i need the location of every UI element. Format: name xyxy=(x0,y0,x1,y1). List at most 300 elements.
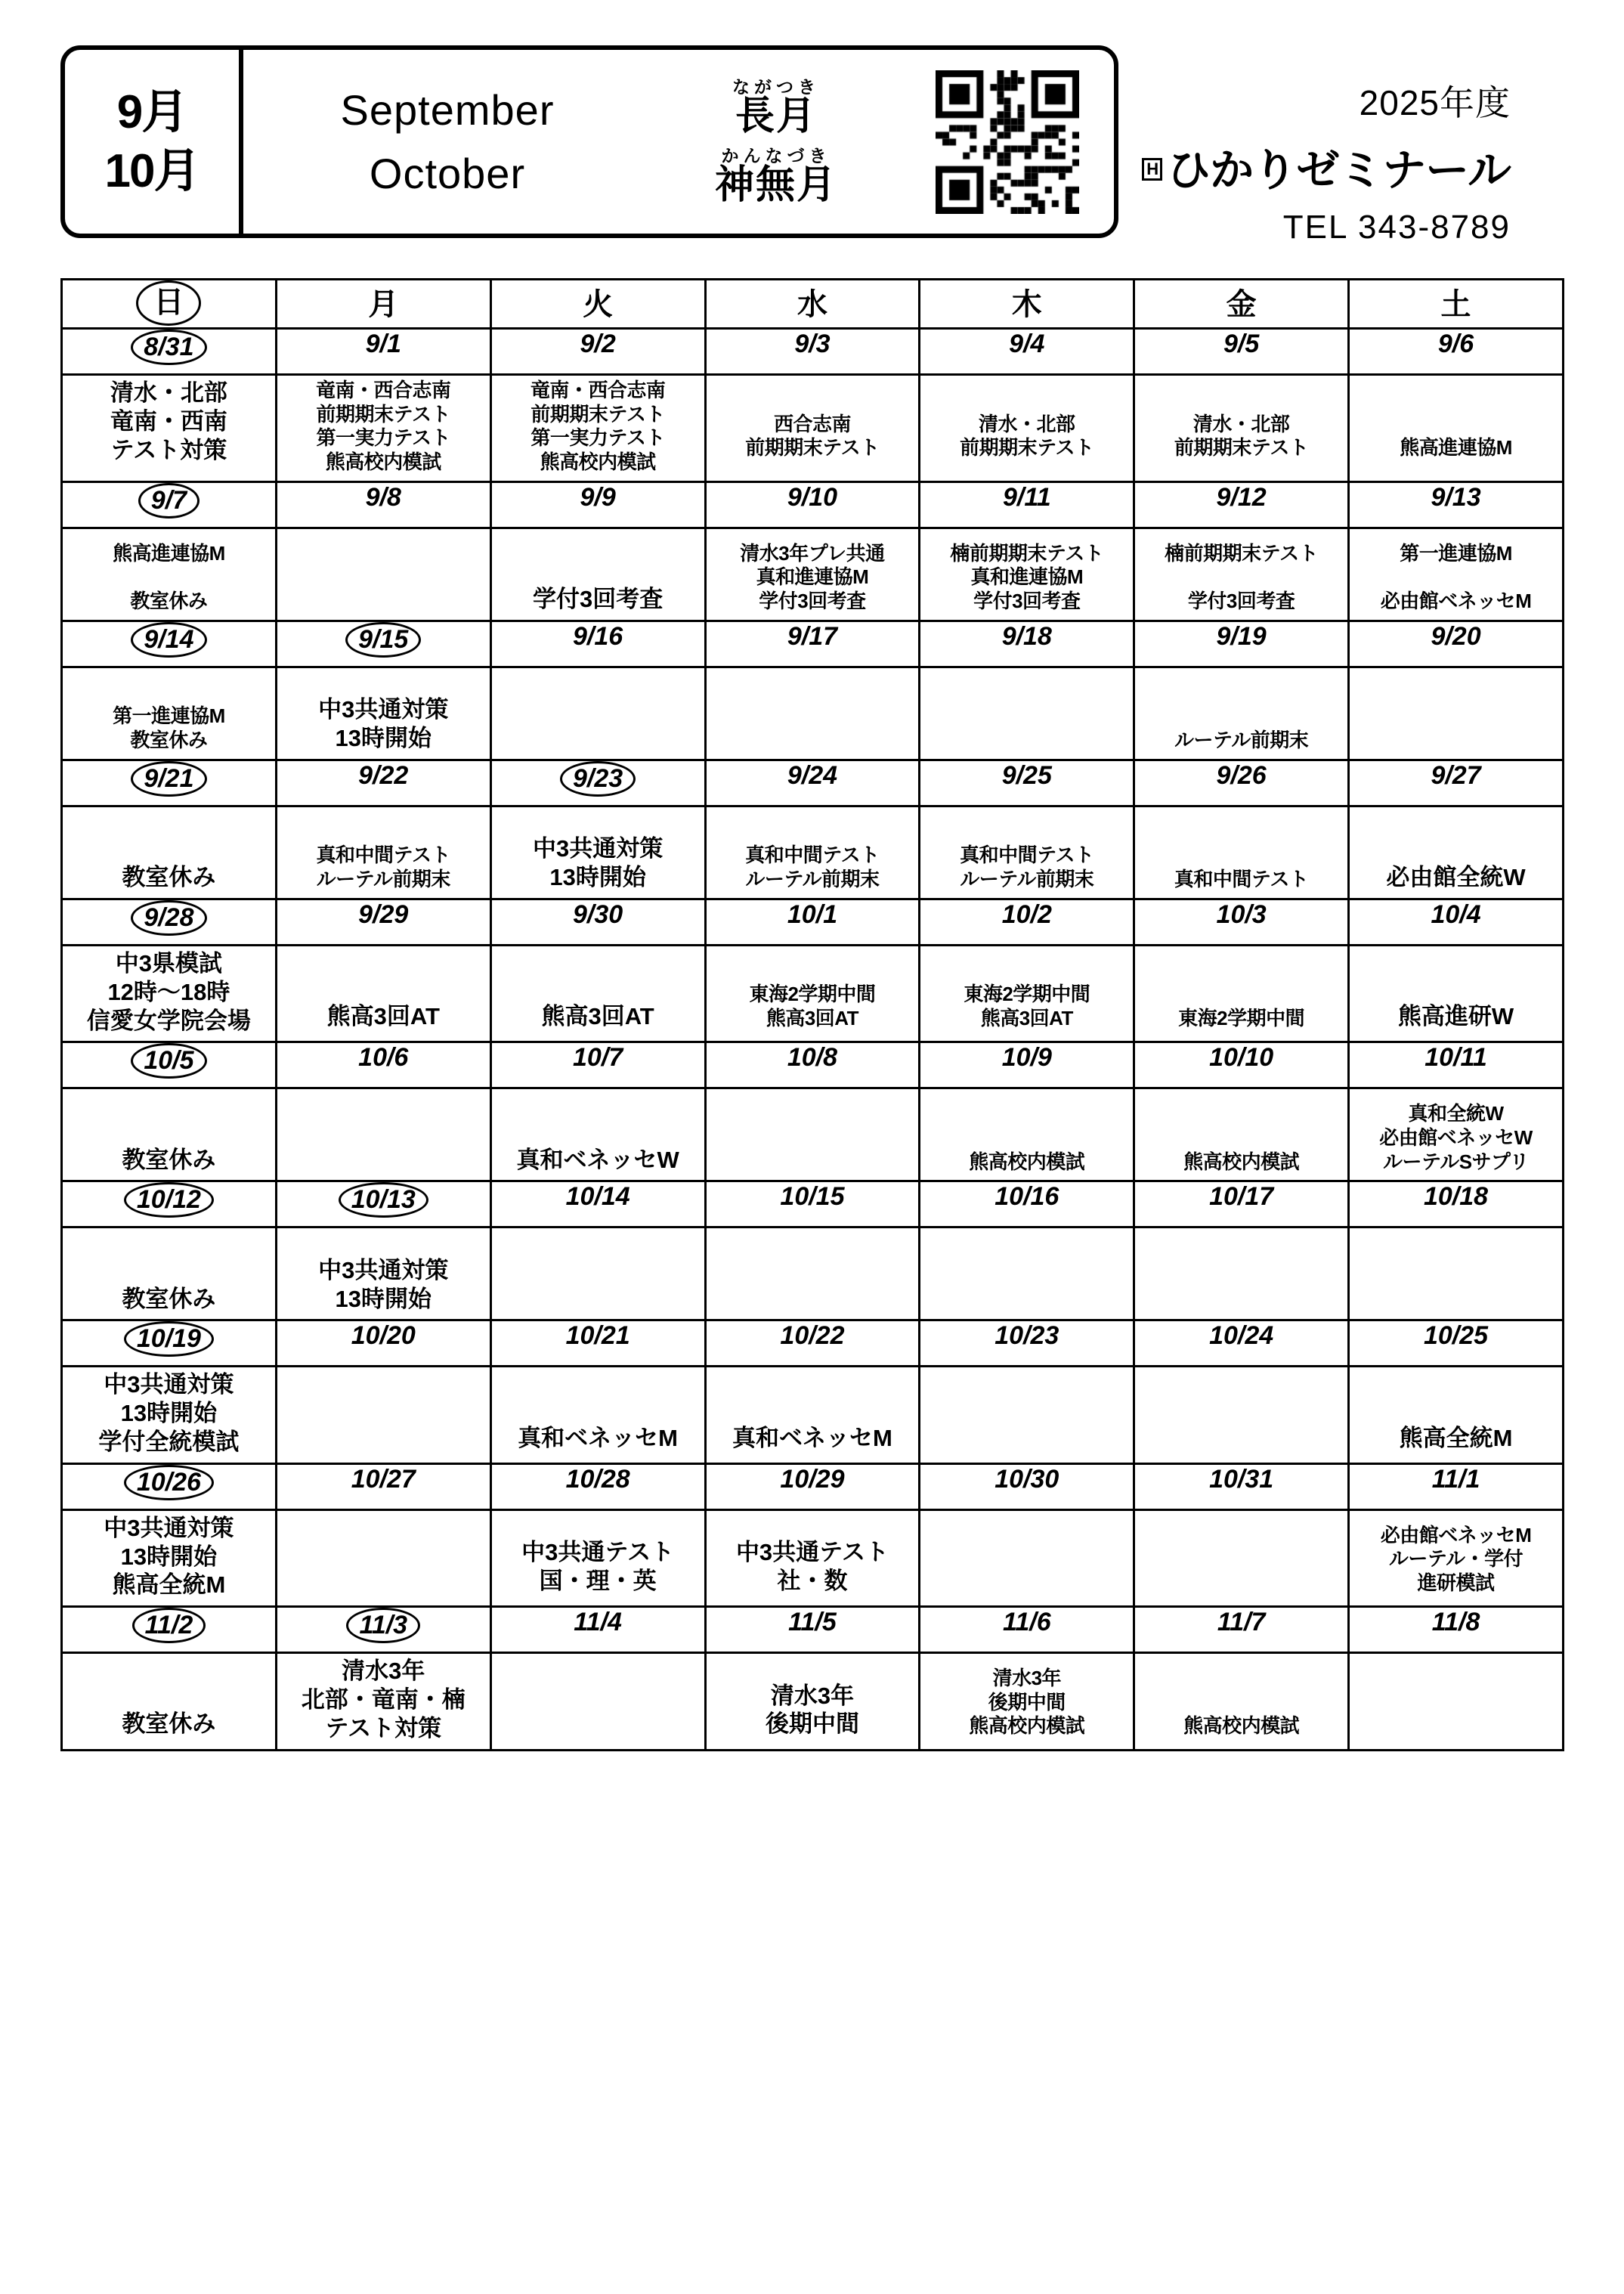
day-events-cell[interactable] xyxy=(1134,667,1349,760)
event-text: 清水3年 xyxy=(770,1682,855,1709)
day-events-cell[interactable] xyxy=(490,528,705,621)
date-cell[interactable] xyxy=(62,1463,277,1509)
date-label: 9/30 xyxy=(573,899,623,929)
day-events-stack xyxy=(63,1511,275,1605)
day-events-cell[interactable] xyxy=(1134,1367,1349,1463)
date-cell[interactable] xyxy=(276,1042,490,1088)
event-text: 真和中間テスト xyxy=(745,844,880,867)
day-events-cell[interactable] xyxy=(62,667,277,760)
day-events-stack xyxy=(1135,1511,1347,1602)
day-events-stack xyxy=(277,1089,490,1180)
event-text: 熊高進連協M xyxy=(113,541,225,565)
day-events-stack xyxy=(1350,807,1562,898)
day-events-cell[interactable] xyxy=(62,945,277,1042)
day-events-stack xyxy=(707,529,919,620)
day-events-cell[interactable] xyxy=(705,806,920,899)
dow-header-row xyxy=(62,280,1564,329)
date-cell[interactable] xyxy=(1349,329,1564,375)
day-events-stack xyxy=(920,1089,1133,1180)
date-cell[interactable] xyxy=(705,1463,920,1509)
day-events-cell[interactable] xyxy=(62,1088,277,1181)
date-cell[interactable] xyxy=(1134,1463,1349,1509)
day-events-stack xyxy=(707,1367,919,1458)
day-events-cell[interactable] xyxy=(276,667,490,760)
event-text: 熊高校内模試 xyxy=(1183,1714,1300,1738)
date-cell[interactable] xyxy=(490,1320,705,1367)
date-label: 10/10 xyxy=(1209,1043,1274,1073)
dow-label: 水 xyxy=(797,288,827,321)
date-cell[interactable] xyxy=(62,621,277,667)
day-events-stack xyxy=(492,1367,704,1458)
event-text: 熊高3回AT xyxy=(980,1007,1073,1030)
date-label: 9/22 xyxy=(358,760,409,790)
event-text: 清水・北部 xyxy=(110,379,227,406)
dow-label: 火 xyxy=(583,288,614,321)
date-cell[interactable] xyxy=(1349,481,1564,528)
dow-header-cell xyxy=(705,280,920,329)
day-events-cell[interactable] xyxy=(276,1227,490,1320)
date-label: 10/16 xyxy=(995,1182,1059,1212)
date-cell[interactable] xyxy=(1134,621,1349,667)
event-text: 後期中間 xyxy=(765,1710,859,1738)
date-label: 11/4 xyxy=(574,1608,622,1637)
day-events-cell[interactable] xyxy=(490,806,705,899)
date-cell[interactable] xyxy=(276,1320,490,1367)
event-text: 東海2学期中間 xyxy=(964,983,1090,1006)
date-label: 9/24 xyxy=(787,760,838,790)
event-text: 熊高進連協M xyxy=(1400,436,1512,460)
date-cell[interactable] xyxy=(1134,1607,1349,1653)
event-text: ルーテル前期末 xyxy=(1174,729,1309,752)
month-old-names xyxy=(651,50,901,234)
event-text: 楠前期期末テスト xyxy=(1165,541,1319,565)
day-events-cell[interactable] xyxy=(920,667,1134,760)
day-events-stack xyxy=(63,1089,275,1180)
date-cell[interactable] xyxy=(920,621,1134,667)
event-text: 13時開始 xyxy=(335,725,432,752)
event-text: 熊高全統M xyxy=(112,1571,226,1599)
day-events-cell[interactable] xyxy=(1349,375,1564,482)
week-date-row xyxy=(62,621,1564,667)
day-events-cell[interactable] xyxy=(920,806,1134,899)
event-text: 教室休み xyxy=(122,1710,216,1738)
date-cell[interactable] xyxy=(276,621,490,667)
day-events-cell[interactable] xyxy=(920,1088,1134,1181)
date-cell[interactable] xyxy=(920,1607,1134,1653)
brand-block xyxy=(1027,76,1511,246)
day-events-cell[interactable] xyxy=(1134,806,1349,899)
date-cell[interactable] xyxy=(490,1042,705,1088)
week-events-row xyxy=(62,1088,1564,1181)
date-cell[interactable] xyxy=(1134,481,1349,528)
day-events-stack xyxy=(920,807,1133,898)
day-events-cell[interactable] xyxy=(1134,1509,1349,1606)
event-text: 学付3回考査 xyxy=(1187,590,1295,613)
event-text: 13時開始 xyxy=(120,1400,218,1427)
event-text: 12時～18時 xyxy=(107,978,230,1005)
date-cell[interactable] xyxy=(490,481,705,528)
dow-header-cell xyxy=(1349,280,1564,329)
date-cell[interactable] xyxy=(1134,760,1349,806)
day-events-cell[interactable] xyxy=(1349,528,1564,621)
date-cell[interactable] xyxy=(1349,1607,1564,1653)
dow-label: 月 xyxy=(368,288,399,321)
day-events-cell[interactable] xyxy=(1349,667,1564,760)
day-events-cell[interactable] xyxy=(1134,528,1349,621)
date-cell[interactable] xyxy=(490,899,705,945)
event-text: 清水3年 xyxy=(992,1667,1062,1690)
event-text: 真和ベネッセM xyxy=(518,1424,679,1451)
date-cell[interactable] xyxy=(920,1320,1134,1367)
date-cell[interactable] xyxy=(920,481,1134,528)
date-label: 10/22 xyxy=(780,1321,845,1351)
day-events-stack xyxy=(707,668,919,759)
day-events-cell[interactable] xyxy=(490,1653,705,1750)
day-events-cell[interactable] xyxy=(62,1227,277,1320)
day-events-cell[interactable] xyxy=(1134,945,1349,1042)
date-cell[interactable] xyxy=(1349,1320,1564,1367)
date-cell[interactable] xyxy=(705,1607,920,1653)
day-events-stack xyxy=(63,1367,275,1462)
day-events-cell[interactable] xyxy=(62,1653,277,1750)
day-events-stack xyxy=(492,1228,704,1319)
week-events-row xyxy=(62,1367,1564,1463)
day-events-stack xyxy=(492,668,704,759)
date-label: 10/11 xyxy=(1424,1043,1487,1073)
day-events-stack xyxy=(492,529,704,620)
date-cell[interactable] xyxy=(276,481,490,528)
day-events-cell[interactable] xyxy=(1134,1653,1349,1750)
date-label: 10/2 xyxy=(1001,899,1052,929)
event-text: 熊高全統M xyxy=(1399,1424,1513,1451)
date-label: 9/5 xyxy=(1223,330,1260,358)
day-events-cell[interactable] xyxy=(705,667,920,760)
event-text: 前期期末テスト xyxy=(1174,436,1309,460)
day-events-cell[interactable] xyxy=(1349,1653,1564,1750)
date-cell[interactable] xyxy=(1134,899,1349,945)
event-text: 学付全統模試 xyxy=(98,1428,240,1455)
day-events-cell[interactable] xyxy=(920,1509,1134,1606)
day-events-stack xyxy=(492,807,704,898)
day-events-stack xyxy=(277,668,490,759)
event-text: 清水3年プレ共通 xyxy=(740,541,885,565)
event-text: 教室休み xyxy=(122,1285,216,1312)
day-events-stack xyxy=(277,1367,490,1458)
day-events-cell[interactable] xyxy=(1134,1227,1349,1320)
day-events-cell[interactable] xyxy=(705,945,920,1042)
date-label: 10/12 xyxy=(124,1182,214,1218)
day-events-cell[interactable] xyxy=(1349,806,1564,899)
date-cell[interactable] xyxy=(62,1042,277,1088)
date-label: 9/19 xyxy=(1216,621,1267,651)
day-events-cell[interactable] xyxy=(276,528,490,621)
dow-label: 日 xyxy=(136,280,201,326)
day-events-cell[interactable] xyxy=(1349,1088,1564,1181)
week-date-row xyxy=(62,1607,1564,1653)
day-events-cell[interactable] xyxy=(490,1509,705,1606)
day-events-cell[interactable] xyxy=(705,1509,920,1606)
day-events-cell[interactable] xyxy=(62,806,277,899)
event-text: 清水・北部 xyxy=(1192,412,1290,435)
event-text: 前期期末テスト xyxy=(531,402,665,426)
day-events-cell[interactable] xyxy=(490,375,705,482)
date-label: 9/15 xyxy=(345,622,421,658)
date-label: 9/29 xyxy=(358,899,409,929)
day-events-cell[interactable] xyxy=(1349,1367,1564,1463)
event-spacer xyxy=(166,565,172,590)
date-cell[interactable] xyxy=(920,760,1134,806)
day-events-cell[interactable] xyxy=(705,1227,920,1320)
date-cell[interactable] xyxy=(62,1607,277,1653)
day-events-cell[interactable] xyxy=(1134,375,1349,482)
date-label: 10/24 xyxy=(1209,1321,1274,1351)
event-text: 必由館ベネッセW xyxy=(1379,1125,1533,1149)
day-events-stack xyxy=(63,946,275,1041)
date-cell[interactable] xyxy=(62,1320,277,1367)
old-name-second-furigana: かんなづき xyxy=(721,145,831,166)
date-cell[interactable] xyxy=(1349,1463,1564,1509)
day-events-stack xyxy=(277,807,490,898)
date-cell[interactable] xyxy=(920,1181,1134,1227)
date-label: 11/1 xyxy=(1431,1464,1480,1494)
day-events-stack xyxy=(492,376,704,481)
day-events-stack xyxy=(63,1654,275,1744)
date-cell[interactable] xyxy=(920,329,1134,375)
old-name-second xyxy=(715,147,837,206)
day-events-cell[interactable] xyxy=(490,945,705,1042)
event-text: テスト対策 xyxy=(325,1714,442,1741)
date-label: 10/9 xyxy=(1001,1043,1052,1073)
event-text: 後期中間 xyxy=(988,1690,1066,1714)
date-cell[interactable] xyxy=(62,481,277,528)
date-cell[interactable] xyxy=(705,899,920,945)
event-text: 真和ベネッセM xyxy=(732,1424,892,1451)
day-events-stack xyxy=(1350,376,1562,466)
date-label: 11/8 xyxy=(1431,1608,1480,1637)
day-events-stack xyxy=(707,1228,919,1319)
day-events-cell[interactable] xyxy=(490,1227,705,1320)
date-cell[interactable] xyxy=(705,1181,920,1227)
month-title-box xyxy=(60,45,1118,238)
old-name-second-kanji: 神無月 xyxy=(714,163,837,207)
week-date-row xyxy=(62,899,1564,945)
day-events-cell[interactable] xyxy=(276,806,490,899)
date-cell[interactable] xyxy=(1349,1042,1564,1088)
event-text: 熊高校内模試 xyxy=(969,1714,1085,1738)
date-cell[interactable] xyxy=(705,329,920,375)
date-cell[interactable] xyxy=(705,481,920,528)
day-events-stack xyxy=(1350,1654,1562,1744)
date-cell[interactable] xyxy=(490,760,705,806)
date-cell[interactable] xyxy=(276,899,490,945)
date-cell[interactable] xyxy=(276,329,490,375)
date-cell[interactable] xyxy=(705,760,920,806)
date-label: 9/26 xyxy=(1216,760,1267,790)
date-label: 10/26 xyxy=(124,1465,214,1500)
day-events-stack xyxy=(920,1654,1133,1744)
date-cell[interactable] xyxy=(705,1320,920,1367)
event-text: 真和中間テスト xyxy=(1174,868,1309,891)
day-events-cell[interactable] xyxy=(62,1509,277,1606)
date-label: 9/16 xyxy=(573,621,623,651)
date-label: 10/30 xyxy=(995,1464,1059,1494)
date-label: 10/13 xyxy=(339,1182,428,1218)
day-events-cell[interactable] xyxy=(276,375,490,482)
week-date-row xyxy=(62,329,1564,375)
day-events-stack xyxy=(920,1511,1133,1602)
event-spacer xyxy=(1453,565,1459,590)
day-events-cell[interactable] xyxy=(920,945,1134,1042)
day-events-stack xyxy=(1135,807,1347,898)
date-cell[interactable] xyxy=(920,1042,1134,1088)
day-events-cell[interactable] xyxy=(920,1653,1134,1750)
event-text: 13時開始 xyxy=(549,864,646,891)
event-text: 竜南・西南 xyxy=(110,407,227,435)
date-cell[interactable] xyxy=(705,621,920,667)
date-label: 9/6 xyxy=(1437,330,1474,358)
day-events-cell[interactable] xyxy=(920,528,1134,621)
event-text: 熊高3回AT xyxy=(541,1003,654,1030)
dow-header-cell xyxy=(276,280,490,329)
day-events-cell[interactable] xyxy=(62,1367,277,1463)
event-text: 信愛女学院会場 xyxy=(86,1007,251,1034)
day-events-cell[interactable] xyxy=(490,1367,705,1463)
date-cell[interactable] xyxy=(276,1181,490,1227)
week-date-row xyxy=(62,760,1564,806)
day-events-stack xyxy=(920,946,1133,1037)
week-events-row xyxy=(62,945,1564,1042)
event-text: ルーテルSサプリ xyxy=(1383,1150,1530,1173)
date-cell[interactable] xyxy=(920,1463,1134,1509)
date-label: 9/3 xyxy=(794,330,831,358)
day-events-stack xyxy=(707,807,919,898)
day-events-stack xyxy=(63,807,275,898)
event-text: 中3共通対策 xyxy=(318,696,449,723)
day-events-stack xyxy=(63,668,275,759)
calendar-table xyxy=(60,278,1564,1751)
day-events-stack xyxy=(920,1228,1133,1319)
date-cell[interactable] xyxy=(1349,621,1564,667)
date-cell[interactable] xyxy=(1134,1042,1349,1088)
event-text: 真和ベネッセW xyxy=(516,1146,679,1173)
event-text: 学付3回考査 xyxy=(532,586,664,613)
day-events-cell[interactable] xyxy=(705,1367,920,1463)
date-cell[interactable] xyxy=(62,760,277,806)
day-events-cell[interactable] xyxy=(1349,1227,1564,1320)
day-events-cell[interactable] xyxy=(705,1088,920,1181)
day-events-cell[interactable] xyxy=(276,1367,490,1463)
event-text: 教室休み xyxy=(122,864,216,891)
day-events-stack xyxy=(63,529,275,620)
dow-header-cell xyxy=(1134,280,1349,329)
date-label: 9/7 xyxy=(138,483,200,519)
event-text: ルーテル前期末 xyxy=(316,868,450,891)
day-events-stack xyxy=(1350,1511,1562,1602)
date-cell[interactable] xyxy=(490,621,705,667)
event-spacer xyxy=(1239,565,1244,590)
day-events-cell[interactable] xyxy=(276,1653,490,1750)
date-cell[interactable] xyxy=(705,1042,920,1088)
event-text: 教室休み xyxy=(122,1146,216,1173)
date-cell[interactable] xyxy=(62,899,277,945)
day-events-cell[interactable] xyxy=(276,945,490,1042)
date-cell[interactable] xyxy=(276,1463,490,1509)
date-cell[interactable] xyxy=(1349,1181,1564,1227)
date-label: 9/10 xyxy=(787,482,838,512)
event-text: 楠前期期末テスト xyxy=(950,541,1104,565)
event-text: 熊高校内模試 xyxy=(969,1150,1085,1173)
date-cell[interactable] xyxy=(490,1181,705,1227)
day-events-cell[interactable] xyxy=(920,375,1134,482)
event-text: 必由館全統W xyxy=(1386,864,1526,891)
event-text: 学付3回考査 xyxy=(759,590,866,613)
day-events-cell[interactable] xyxy=(490,667,705,760)
day-events-cell[interactable] xyxy=(490,1088,705,1181)
date-cell[interactable] xyxy=(62,1181,277,1227)
date-label: 10/3 xyxy=(1216,899,1267,929)
date-label: 10/5 xyxy=(131,1043,206,1079)
day-events-cell[interactable] xyxy=(705,528,920,621)
day-events-cell[interactable] xyxy=(1349,945,1564,1042)
month-jp-first: 9月 xyxy=(116,86,187,138)
day-events-cell[interactable] xyxy=(920,1367,1134,1463)
day-events-stack xyxy=(707,1654,919,1744)
date-cell[interactable] xyxy=(490,1463,705,1509)
day-events-cell[interactable] xyxy=(276,1088,490,1181)
date-cell[interactable] xyxy=(276,760,490,806)
date-label: 9/2 xyxy=(580,330,616,358)
date-cell[interactable] xyxy=(1134,1181,1349,1227)
day-events-stack xyxy=(492,1654,704,1744)
date-label: 9/4 xyxy=(1009,330,1045,358)
date-cell[interactable] xyxy=(490,329,705,375)
day-events-stack xyxy=(1135,668,1347,759)
event-text: 第一実力テスト xyxy=(531,426,665,450)
date-cell[interactable] xyxy=(1349,899,1564,945)
day-events-stack xyxy=(492,1089,704,1180)
day-events-cell[interactable] xyxy=(62,375,277,482)
day-events-cell[interactable] xyxy=(1349,1509,1564,1606)
day-events-cell[interactable] xyxy=(276,1509,490,1606)
day-events-cell[interactable] xyxy=(705,1653,920,1750)
date-label: 10/21 xyxy=(565,1321,630,1351)
day-events-cell[interactable] xyxy=(1134,1088,1349,1181)
day-events-cell[interactable] xyxy=(62,528,277,621)
date-cell[interactable] xyxy=(490,1607,705,1653)
day-events-stack xyxy=(277,529,490,620)
day-events-cell[interactable] xyxy=(920,1227,1134,1320)
date-label: 10/15 xyxy=(780,1182,845,1212)
date-label: 11/7 xyxy=(1217,1608,1266,1637)
date-label: 9/23 xyxy=(560,761,636,797)
date-cell[interactable] xyxy=(920,899,1134,945)
day-events-cell[interactable] xyxy=(705,375,920,482)
date-cell[interactable] xyxy=(276,1607,490,1653)
week-events-row xyxy=(62,667,1564,760)
event-text: 熊高3回AT xyxy=(766,1007,859,1030)
date-label: 9/27 xyxy=(1431,760,1481,790)
date-cell[interactable] xyxy=(1349,760,1564,806)
date-cell[interactable] xyxy=(62,329,277,375)
date-cell[interactable] xyxy=(1134,1320,1349,1367)
day-events-stack xyxy=(707,376,919,466)
old-name-first-furigana: ながつき xyxy=(732,76,820,97)
event-text: 清水・北部 xyxy=(979,412,1075,435)
date-cell[interactable] xyxy=(1134,329,1349,375)
event-text: 西合志南 xyxy=(773,412,851,435)
day-events-stack xyxy=(1135,1367,1347,1458)
month-en-first: September xyxy=(340,85,555,134)
